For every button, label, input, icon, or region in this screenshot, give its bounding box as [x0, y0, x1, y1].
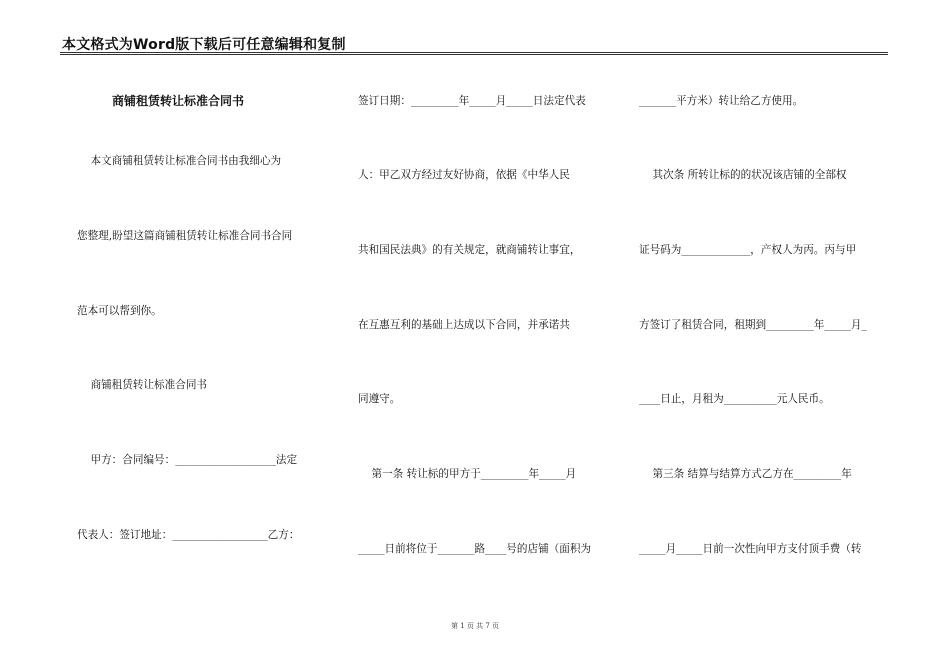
text-line: ____日止，月租为__________元人民币。	[639, 393, 830, 405]
document-title: 商铺租赁转让标准合同书	[112, 94, 245, 108]
text-line: 您整理,盼望这篇商铺租赁转让标准合同书合同	[77, 230, 293, 242]
text-line: 范本可以帮到你。	[77, 305, 162, 317]
text-line: 签订日期：_________年_____月_____日法定代表	[358, 95, 586, 107]
text-line: 证号码为_____________，产权人为丙。丙与甲	[639, 244, 857, 256]
text-line: 人：甲乙双方经过友好协商，依据《中华人民	[358, 169, 570, 181]
text-line: _______平方米）转让给乙方使用。	[639, 95, 804, 107]
text-line: 第一条 转让标的甲方于_________年_____月	[358, 468, 577, 480]
header-divider	[60, 52, 888, 55]
text-line: 共和国民法典》的有关规定，就商铺转让事宜，	[358, 244, 581, 256]
text-line: 商铺租赁转让标准合同书	[77, 379, 208, 391]
text-line: 其次条 所转让标的的状况该店铺的全部权	[639, 169, 847, 181]
text-line: 甲方：合同编号：___________________法定	[77, 454, 298, 466]
text-line: _____月_____日前一次性向甲方支付顶手费（转	[639, 543, 862, 555]
text-line: 第三条 结算与结算方式乙方在_________年	[639, 468, 852, 480]
text-line: 代表人：签订地址：__________________乙方：	[77, 529, 300, 541]
text-line: 同遵守。	[358, 393, 401, 405]
text-line: 本文商铺租赁转让标准合同书由我细心为	[77, 155, 282, 167]
text-line: _____日前将位于_______路____号的店铺（面积为	[358, 543, 592, 555]
document-banner: 本文格式为Word版下载后可任意编辑和复制	[62, 37, 346, 53]
text-line: 方签订了租赁合同，租期到_________年_____月_	[639, 319, 867, 331]
page-number: 第 1 页 共 7 页	[450, 622, 500, 630]
text-line: 在互惠互利的基础上达成以下合同，并承诺共	[358, 319, 570, 331]
